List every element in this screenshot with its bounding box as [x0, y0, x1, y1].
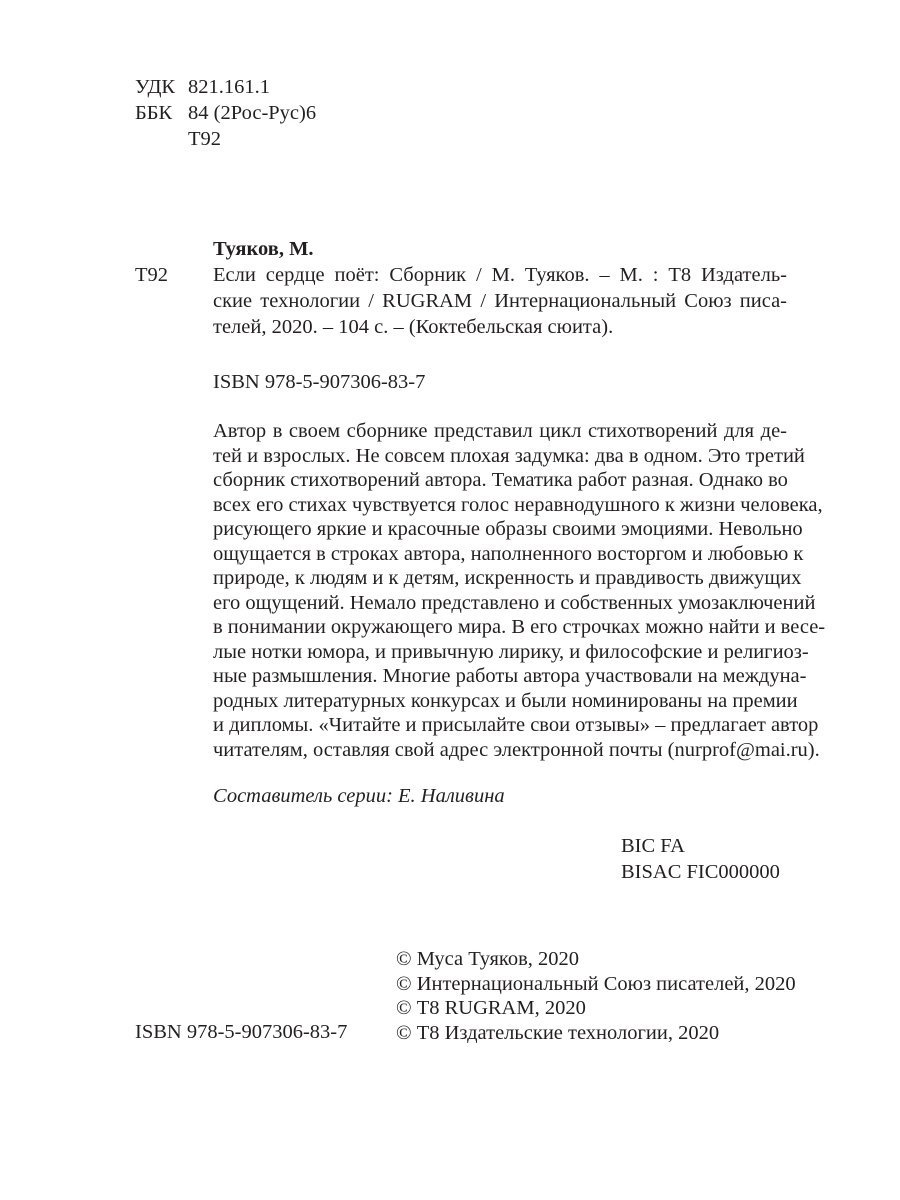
copyright-block [396, 947, 796, 1045]
author-code: Т92 [135, 264, 169, 286]
annotation-line: и дипломы. «Читайте и присылайте свои отзывы» – предлагает автор [213, 714, 819, 736]
annotation-line: в понимании окружающего мира. В его строчках можно найти и весе- [213, 616, 826, 638]
annotation-line: Автор в своем сборнике представил цикл стихотворений для де- [213, 420, 787, 442]
annotation-line: читателям, оставляя свой адрес электронной почты (nurprof@mai.ru). [213, 738, 820, 761]
annotation [213, 419, 826, 762]
bbk-label: ББК [135, 102, 173, 124]
udk-label: УДК [135, 76, 176, 98]
bib-line: Если сердце поёт: Сборник / М. Туяков. – М. : Т8 Издатель- [213, 264, 787, 286]
bbk-row [135, 100, 316, 126]
udk-row [135, 74, 316, 100]
subject-codes [621, 833, 780, 885]
annotation-line: природе, к людям и к детям, искренность и правдивость движущих [213, 567, 802, 589]
annotation-line: ощущается в строках автора, наполненного восторгом и любовью к [213, 542, 804, 565]
author-mark: Т92 [188, 128, 222, 150]
bib-line: телей, 2020. – 104 с. – (Коктебельская сюита). [213, 316, 614, 338]
annotation-line: лые нотки юмора, и привычную лирику, и философские и религиоз- [213, 640, 809, 663]
copyright-line: © Муса Туяков, 2020 [396, 948, 580, 970]
udk-value: 821.161.1 [188, 76, 270, 98]
bibliographic-description [213, 262, 787, 340]
annotation-line: всех его стихах чувствуется голос неравнодушного к жизни человека, [213, 493, 823, 516]
author-mark-row [135, 126, 316, 152]
annotation-line: его ощущений. Немало представлено и собственных умозаключений [213, 591, 816, 614]
annotation-line: сборник стихотворений автора. Тематика работ разная. Однако во [213, 469, 788, 491]
annotation-line: рисующего яркие и красочные образы своими эмоциями. Невольно [213, 518, 803, 540]
annotation-line: ные размышления. Многие работы автора участвовали на междуна- [213, 665, 807, 687]
series-compiler: Составитель серии: Е. Наливина [213, 785, 505, 807]
classification-block [135, 74, 316, 152]
annotation-line: тей и взрослых. Не совсем плохая задумка: два в одном. Это третий [213, 444, 805, 467]
isbn-main: ISBN 978-5-907306-83-7 [213, 371, 426, 393]
copyright-line: © Т8 Издательские технологии, 2020 [396, 1021, 720, 1044]
bisac-code: BISAC FIC000000 [621, 861, 780, 883]
annotation-line: родных литературных конкурсах и были номинированы на премии [213, 689, 798, 712]
isbn-footer: ISBN 978-5-907306-83-7 [135, 1021, 348, 1043]
bic-code: BIC FA [621, 835, 685, 857]
copyright-line: © Интернациональный Союз писателей, 2020 [396, 972, 796, 995]
copyright-line: © Т8 RUGRAM, 2020 [396, 997, 586, 1019]
author-heading: Туяков, М. [213, 238, 314, 260]
bbk-value: 84 (2Рос-Рус)6 [188, 102, 317, 124]
bib-line: ские технологии / RUGRAM / Интернациональный Союз писа- [213, 290, 787, 312]
